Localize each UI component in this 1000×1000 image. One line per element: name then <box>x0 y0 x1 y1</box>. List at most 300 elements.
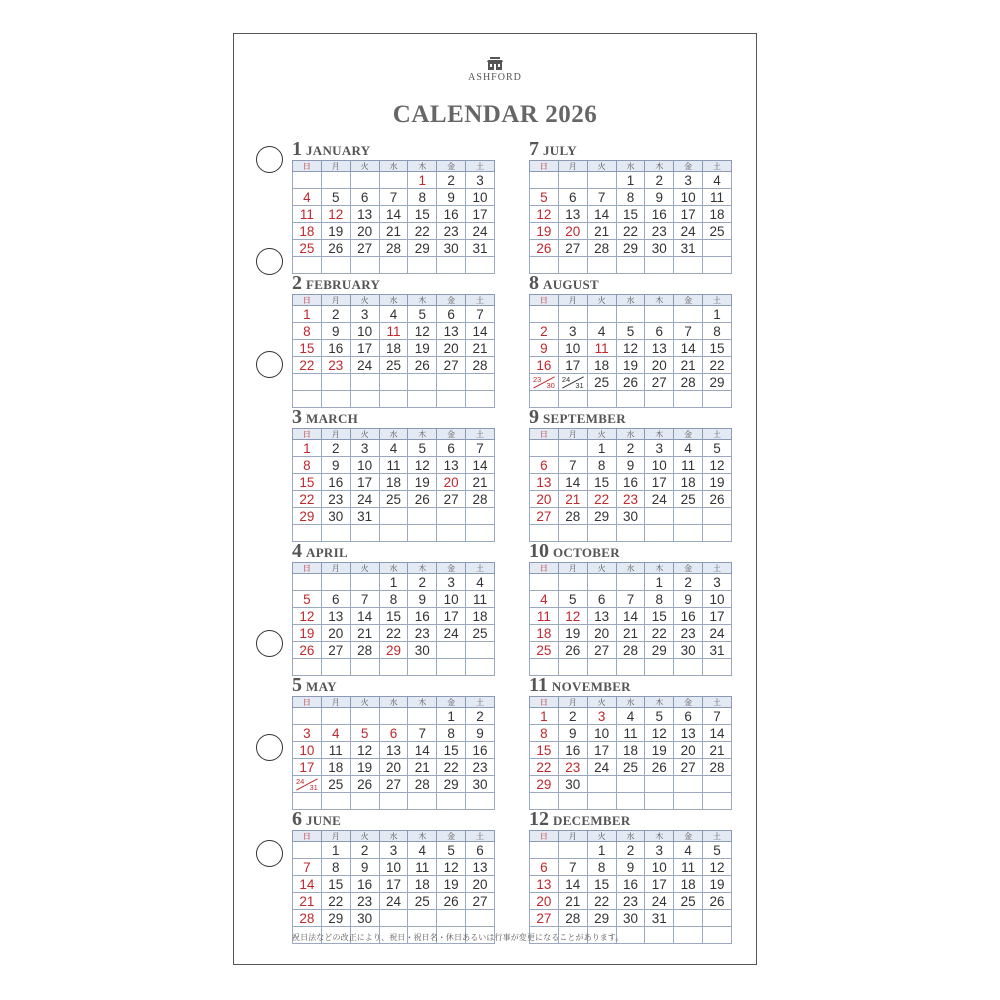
day-cell <box>645 776 674 793</box>
day-cell: 13 <box>437 323 466 340</box>
day-cell: 25 <box>587 374 616 391</box>
week-row <box>293 776 495 793</box>
day-cell <box>321 525 350 542</box>
day-cell: 12 <box>293 608 322 625</box>
week-row <box>530 474 732 491</box>
month-grid <box>529 830 732 944</box>
day-cell <box>466 525 495 542</box>
day-cell: 11 <box>379 323 408 340</box>
week-row <box>293 206 495 223</box>
day-cell: 11 <box>321 742 350 759</box>
month-grid <box>529 428 732 542</box>
weekday-header: 水 <box>379 831 408 842</box>
day-cell: 18 <box>466 608 495 625</box>
weekday-header: 日 <box>530 295 559 306</box>
day-cell: 26 <box>437 893 466 910</box>
day-cell: 12 <box>530 206 559 223</box>
day-cell <box>408 708 437 725</box>
day-cell: 7 <box>293 859 322 876</box>
day-cell: 2 <box>321 306 350 323</box>
day-cell: 5 <box>616 323 645 340</box>
day-cell: 27 <box>379 776 408 793</box>
day-cell <box>408 525 437 542</box>
day-cell: 25 <box>379 491 408 508</box>
day-cell: 1 <box>703 306 732 323</box>
day-cell <box>530 793 559 810</box>
day-cell: 6 <box>587 591 616 608</box>
day-cell: 1 <box>587 842 616 859</box>
day-cell <box>530 842 559 859</box>
day-cell: 11 <box>674 457 703 474</box>
day-cell: 14 <box>558 876 587 893</box>
day-cell: 30 <box>466 776 495 793</box>
day-cell: 27 <box>437 357 466 374</box>
weekday-header: 月 <box>321 697 350 708</box>
week-row <box>530 642 732 659</box>
day-cell: 5 <box>645 708 674 725</box>
day-cell <box>350 391 379 408</box>
weekday-header: 金 <box>674 831 703 842</box>
day-cell <box>379 708 408 725</box>
day-cell: 31 <box>703 642 732 659</box>
day-cell <box>558 391 587 408</box>
week-row <box>293 323 495 340</box>
day-cell: 9 <box>674 591 703 608</box>
day-cell: 16 <box>645 206 674 223</box>
weekday-header: 木 <box>645 429 674 440</box>
month-number: 2 <box>292 272 302 294</box>
week-row <box>293 910 495 927</box>
day-cell: 21 <box>293 893 322 910</box>
day-cell: 10 <box>645 859 674 876</box>
day-cell: 1 <box>645 574 674 591</box>
day-cell: 13 <box>530 474 559 491</box>
day-cell: 6 <box>466 842 495 859</box>
weekday-header: 土 <box>466 697 495 708</box>
month-heading <box>529 138 732 160</box>
day-cell: 30 <box>321 508 350 525</box>
day-cell: 20 <box>530 491 559 508</box>
weekday-header: 日 <box>530 831 559 842</box>
month-grid <box>292 294 495 408</box>
weekday-header: 日 <box>293 697 322 708</box>
week-row <box>530 893 732 910</box>
day-cell: 3 <box>645 842 674 859</box>
weekday-header: 火 <box>350 429 379 440</box>
day-cell: 19 <box>645 742 674 759</box>
day-cell: 5 <box>703 440 732 457</box>
week-row <box>293 508 495 525</box>
day-cell: 6 <box>321 591 350 608</box>
day-cell: 8 <box>293 457 322 474</box>
weekday-header: 水 <box>379 697 408 708</box>
day-cell: 8 <box>530 725 559 742</box>
day-cell: 19 <box>558 625 587 642</box>
day-cell: 9 <box>616 859 645 876</box>
weekday-header: 月 <box>321 295 350 306</box>
day-cell: 13 <box>587 608 616 625</box>
weekday-header: 月 <box>558 429 587 440</box>
day-cell: 19 <box>437 876 466 893</box>
weekday-header: 土 <box>466 563 495 574</box>
day-cell: 22 <box>703 357 732 374</box>
day-cell: 12 <box>645 725 674 742</box>
weekday-header: 木 <box>408 563 437 574</box>
day-cell <box>645 257 674 274</box>
day-cell: 24 <box>674 223 703 240</box>
day-cell <box>379 374 408 391</box>
day-cell: 14 <box>466 323 495 340</box>
day-cell: 28 <box>466 357 495 374</box>
day-cell <box>466 642 495 659</box>
day-cell <box>466 793 495 810</box>
day-cell: 7 <box>466 440 495 457</box>
day-cell: 18 <box>379 340 408 357</box>
week-row <box>293 257 495 274</box>
day-cell: 25 <box>466 625 495 642</box>
day-cell <box>703 776 732 793</box>
week-row <box>530 776 732 793</box>
week-row <box>293 574 495 591</box>
day-cell: 4 <box>674 842 703 859</box>
day-cell: 28 <box>703 759 732 776</box>
day-cell: 29 <box>321 910 350 927</box>
month-block <box>529 540 732 676</box>
split-day-second: 31 <box>309 782 318 792</box>
weekday-header: 月 <box>558 161 587 172</box>
day-cell: 22 <box>616 223 645 240</box>
month-name: JULY <box>543 143 577 158</box>
day-cell: 19 <box>350 759 379 776</box>
month-grid <box>529 294 732 408</box>
day-cell: 15 <box>616 206 645 223</box>
day-cell <box>558 257 587 274</box>
day-cell: 9 <box>530 340 559 357</box>
weekday-header: 火 <box>350 161 379 172</box>
day-cell <box>350 793 379 810</box>
day-cell: 16 <box>558 742 587 759</box>
day-cell: 19 <box>616 357 645 374</box>
day-cell: 7 <box>350 591 379 608</box>
day-cell: 6 <box>350 189 379 206</box>
day-cell: 27 <box>321 642 350 659</box>
day-cell: 6 <box>558 189 587 206</box>
weekday-header: 火 <box>350 831 379 842</box>
week-row <box>530 440 732 457</box>
week-row <box>530 859 732 876</box>
week-row <box>530 491 732 508</box>
weekday-header: 日 <box>293 563 322 574</box>
month-grid <box>292 428 495 542</box>
day-cell: 10 <box>466 189 495 206</box>
week-row <box>530 206 732 223</box>
week-row <box>293 374 495 391</box>
weekday-header: 日 <box>530 429 559 440</box>
day-cell: 9 <box>466 725 495 742</box>
weekday-header: 水 <box>616 831 645 842</box>
weekday-header: 水 <box>616 429 645 440</box>
day-cell: 30 <box>558 776 587 793</box>
weekday-header: 木 <box>645 295 674 306</box>
day-cell: 22 <box>587 893 616 910</box>
day-cell: 11 <box>616 725 645 742</box>
day-cell: 26 <box>616 374 645 391</box>
day-cell: 20 <box>379 759 408 776</box>
month-grid <box>529 160 732 274</box>
month-heading <box>292 406 495 428</box>
week-row <box>530 257 732 274</box>
day-cell: 14 <box>293 876 322 893</box>
week-row <box>530 525 732 542</box>
day-cell <box>645 391 674 408</box>
weekday-header: 火 <box>587 429 616 440</box>
day-cell: 2 <box>437 172 466 189</box>
day-cell: 26 <box>408 491 437 508</box>
day-cell: 30 <box>408 642 437 659</box>
day-cell <box>379 793 408 810</box>
month-number: 6 <box>292 808 302 830</box>
day-cell: 20 <box>645 357 674 374</box>
day-cell: 10 <box>587 725 616 742</box>
month-number: 1 <box>292 138 302 160</box>
month-name: NOVEMBER <box>551 679 631 694</box>
day-cell <box>293 525 322 542</box>
house-icon <box>486 57 504 71</box>
day-cell <box>616 574 645 591</box>
day-cell: 28 <box>616 642 645 659</box>
day-cell: 24 <box>379 893 408 910</box>
day-cell: 22 <box>321 893 350 910</box>
day-cell <box>645 525 674 542</box>
week-row <box>530 625 732 642</box>
weekday-header: 水 <box>616 161 645 172</box>
month-block <box>529 138 732 274</box>
weekday-header: 日 <box>530 697 559 708</box>
day-cell: 3 <box>587 708 616 725</box>
week-row <box>293 223 495 240</box>
day-cell: 21 <box>558 893 587 910</box>
week-row <box>530 759 732 776</box>
footnote: 祝日法などの改正により、祝日・祝日名・休日あるいは行事が変更になることがあります。 <box>292 933 624 942</box>
day-cell: 21 <box>379 223 408 240</box>
day-cell: 21 <box>408 759 437 776</box>
day-cell <box>321 793 350 810</box>
day-cell: 17 <box>293 759 322 776</box>
week-row <box>293 876 495 893</box>
week-row <box>530 391 732 408</box>
day-cell <box>350 257 379 274</box>
day-cell: 21 <box>466 340 495 357</box>
day-cell <box>293 391 322 408</box>
day-cell: 21 <box>674 357 703 374</box>
day-cell <box>293 842 322 859</box>
day-cell: 29 <box>587 508 616 525</box>
day-cell: 21 <box>350 625 379 642</box>
day-cell: 21 <box>587 223 616 240</box>
day-cell <box>703 910 732 927</box>
day-cell: 25 <box>674 491 703 508</box>
day-cell <box>437 391 466 408</box>
weekday-header: 金 <box>674 295 703 306</box>
weekday-header: 土 <box>466 429 495 440</box>
week-row <box>530 608 732 625</box>
day-cell: 28 <box>466 491 495 508</box>
day-cell: 18 <box>321 759 350 776</box>
weekday-header: 木 <box>645 831 674 842</box>
month-number: 9 <box>529 406 539 428</box>
weekday-header: 日 <box>293 295 322 306</box>
day-cell: 28 <box>674 374 703 391</box>
day-cell: 23 <box>645 223 674 240</box>
day-cell <box>703 793 732 810</box>
week-row <box>530 374 732 391</box>
weekday-header: 金 <box>674 697 703 708</box>
weekday-header: 金 <box>437 831 466 842</box>
day-cell: 15 <box>321 876 350 893</box>
day-cell <box>530 391 559 408</box>
day-cell: 24 <box>645 491 674 508</box>
day-cell: 20 <box>674 742 703 759</box>
month-grid <box>529 562 732 676</box>
week-row <box>530 508 732 525</box>
day-cell: 5 <box>321 189 350 206</box>
weekday-header: 月 <box>321 161 350 172</box>
split-day-second: 30 <box>546 380 555 390</box>
day-cell <box>466 391 495 408</box>
day-cell: 26 <box>321 240 350 257</box>
day-cell: 7 <box>703 708 732 725</box>
day-cell: 21 <box>558 491 587 508</box>
day-cell: 12 <box>321 206 350 223</box>
day-cell: 4 <box>321 725 350 742</box>
month-grid <box>292 830 495 944</box>
day-cell: 3 <box>350 306 379 323</box>
day-cell: 27 <box>530 508 559 525</box>
month-block <box>529 272 732 408</box>
day-cell: 27 <box>558 240 587 257</box>
month-name: MARCH <box>306 411 359 426</box>
week-row <box>293 725 495 742</box>
day-cell: 17 <box>437 608 466 625</box>
day-cell: 22 <box>379 625 408 642</box>
day-cell: 5 <box>350 725 379 742</box>
month-block <box>292 674 495 810</box>
day-cell: 20 <box>437 474 466 491</box>
day-cell: 15 <box>587 876 616 893</box>
day-cell <box>616 659 645 676</box>
day-cell: 26 <box>350 776 379 793</box>
day-cell: 9 <box>408 591 437 608</box>
weekday-header: 火 <box>350 697 379 708</box>
day-cell <box>587 574 616 591</box>
day-cell: 4 <box>616 708 645 725</box>
day-cell <box>703 525 732 542</box>
day-cell: 17 <box>703 608 732 625</box>
day-cell: 16 <box>408 608 437 625</box>
day-cell: 23 <box>408 625 437 642</box>
day-cell: 5 <box>558 591 587 608</box>
day-cell <box>645 659 674 676</box>
day-cell: 19 <box>530 223 559 240</box>
day-cell: 16 <box>350 876 379 893</box>
week-row <box>293 525 495 542</box>
day-cell <box>558 525 587 542</box>
day-cell: 9 <box>558 725 587 742</box>
day-cell: 4 <box>466 574 495 591</box>
day-cell <box>645 793 674 810</box>
day-cell: 5 <box>437 842 466 859</box>
day-cell <box>674 306 703 323</box>
day-cell: 14 <box>350 608 379 625</box>
day-cell: 4 <box>530 591 559 608</box>
day-cell <box>379 172 408 189</box>
week-row <box>530 323 732 340</box>
day-cell <box>587 172 616 189</box>
month-heading <box>529 808 732 830</box>
day-cell: 2 <box>530 323 559 340</box>
day-cell <box>674 927 703 944</box>
month-heading <box>529 272 732 294</box>
day-cell: 20 <box>587 625 616 642</box>
day-cell: 3 <box>437 574 466 591</box>
month-heading <box>292 272 495 294</box>
day-cell: 29 <box>437 776 466 793</box>
day-cell: 23 <box>616 491 645 508</box>
month-name: JUNE <box>306 813 342 828</box>
weekday-header: 木 <box>408 697 437 708</box>
day-cell: 30 <box>350 910 379 927</box>
month-block <box>529 808 732 944</box>
day-cell: 4 <box>587 323 616 340</box>
day-cell <box>437 374 466 391</box>
day-cell: 24 <box>350 491 379 508</box>
day-cell: 16 <box>616 474 645 491</box>
day-cell: 17 <box>645 876 674 893</box>
logo <box>234 57 756 83</box>
day-cell: 25 <box>408 893 437 910</box>
month-name: APRIL <box>306 545 348 560</box>
month-name: FEBRUARY <box>306 277 381 292</box>
day-cell: 27 <box>350 240 379 257</box>
day-cell: 20 <box>321 625 350 642</box>
month-heading <box>292 540 495 562</box>
day-cell: 2 <box>674 574 703 591</box>
weekday-header: 金 <box>674 563 703 574</box>
day-cell: 2 <box>558 708 587 725</box>
day-cell: 5 <box>408 440 437 457</box>
day-cell: 4 <box>674 440 703 457</box>
day-cell: 17 <box>558 357 587 374</box>
month-block <box>292 138 495 274</box>
day-cell: 10 <box>674 189 703 206</box>
day-cell: 3 <box>466 172 495 189</box>
day-cell <box>645 508 674 525</box>
day-cell: 26 <box>293 642 322 659</box>
day-cell: 28 <box>293 910 322 927</box>
day-cell: 22 <box>293 357 322 374</box>
weekday-header: 金 <box>437 697 466 708</box>
day-cell: 6 <box>530 457 559 474</box>
month-block <box>529 406 732 542</box>
day-cell: 14 <box>379 206 408 223</box>
weekday-header: 金 <box>674 429 703 440</box>
week-row <box>293 391 495 408</box>
day-cell <box>530 659 559 676</box>
day-cell: 10 <box>703 591 732 608</box>
day-cell: 23 <box>616 893 645 910</box>
day-cell: 15 <box>587 474 616 491</box>
day-cell: 27 <box>466 893 495 910</box>
